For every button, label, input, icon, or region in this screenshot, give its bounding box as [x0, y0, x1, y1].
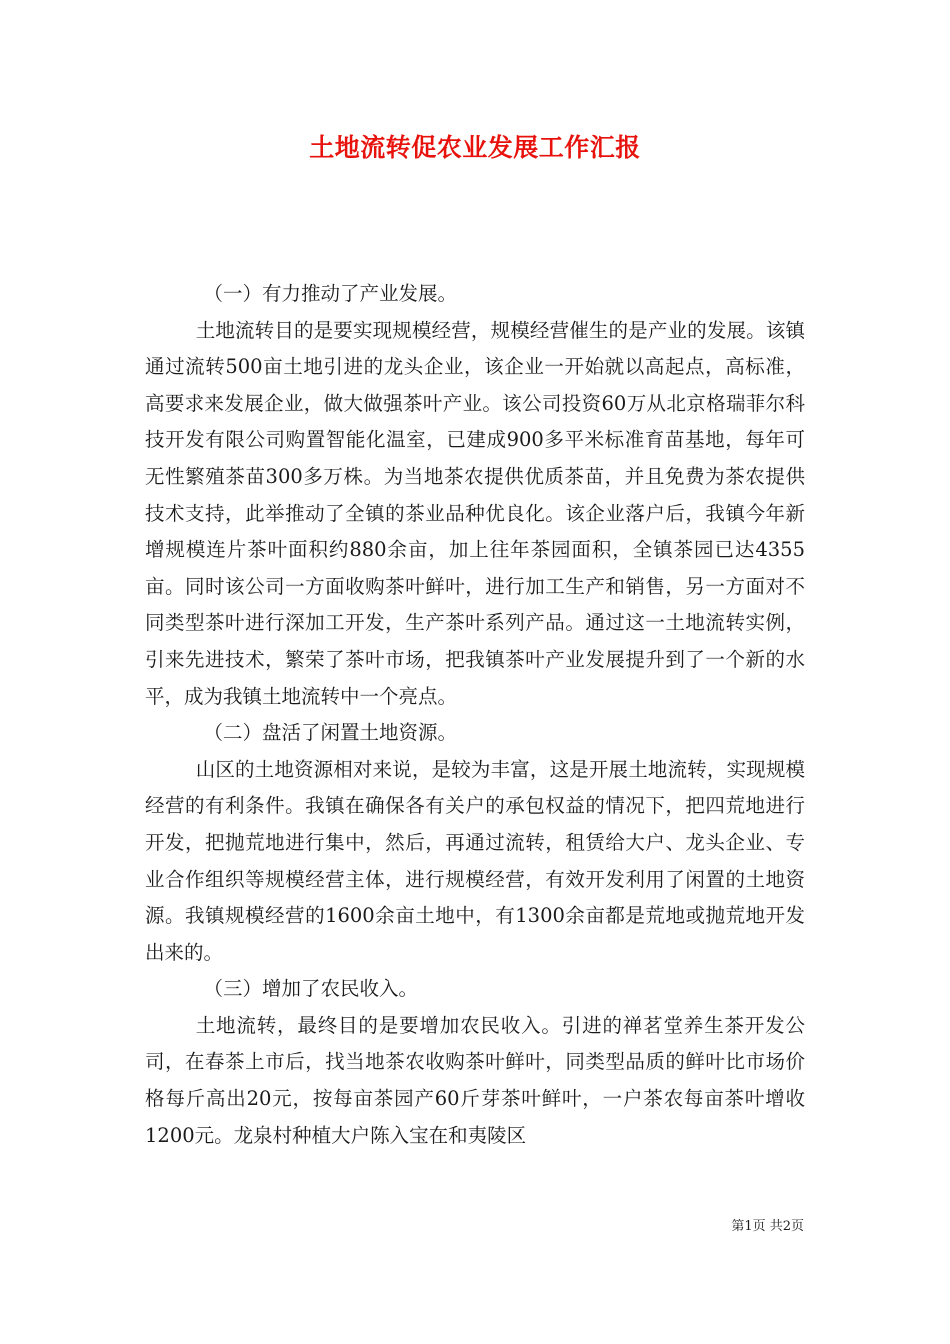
document-body [145, 276, 805, 1154]
page-number-footer: 第1页 共2页 [731, 1219, 804, 1234]
document-title: 土地流转促农业发展工作汇报 [309, 133, 641, 162]
paragraph-2: 山区的土地资源相对来说，是较为丰富，这是开展土地流转，实现规模经营的有利条件。我镇在确保各有关户的承包权益的情况下，把四荒地进行开发，把抛荒地进行集中，然后，再通过流转，租赁给大户、龙头企业、专业合作组织等规模经营主体，进行规模经营，有效开发利用了闲置的土地资源。我镇规模经营的1600余亩土地中，有1300余亩都是荒地或抛荒地开发出来的。 [145, 757, 805, 964]
section-heading-2: （二）盘活了闲置土地资源。 [203, 721, 458, 745]
paragraph-1: 土地流转目的是要实现规模经营，规模经营催生的是产业的发展。该镇通过流转500亩土地引进的龙头企业，该企业一开始就以高起点，高标准，高要求来发展企业，做大做强茶叶产业。该公司投资60万从北京格瑞菲尔科技开发有限公司购置智能化温室，已建成900多平米标准育苗基地，每年可无性繁殖茶苗300多万株。为当地茶农提供优质茶苗，并且免费为茶农提供技术支持，此举推动了全镇的茶业品种优良化。该企业落户后，我镇今年新增规模连片茶叶面积约880余亩，加上往年茶园面积，全镇茶园已达4355亩。同时该公司一方面收购茶叶鲜叶，进行加工生产和销售，另一方面对不同类型茶叶进行深加工开发，生产茶叶系列产品。通过这一土地流转实例，引来先进技术，繁荣了茶叶市场，把我镇茶叶产业发展提升到了一个新的水平，成为我镇土地流转中一个亮点。 [145, 318, 805, 708]
paragraph-3: 土地流转，最终目的是要增加农民收入。引进的禅茗堂养生茶开发公司，在春茶上市后，找当地茶农收购茶叶鲜叶，同类型品质的鲜叶比市场价格每斤高出20元，按每亩茶园产60斤芽茶叶鲜叶，一户茶农每亩茶叶增收1200元。龙泉村种植大户陈入宝在和夷陵区 [145, 1013, 805, 1147]
section-heading-3: （三）增加了农民收入。 [203, 977, 419, 1001]
section-heading-1: （一）有力推动了产业发展。 [203, 282, 458, 305]
